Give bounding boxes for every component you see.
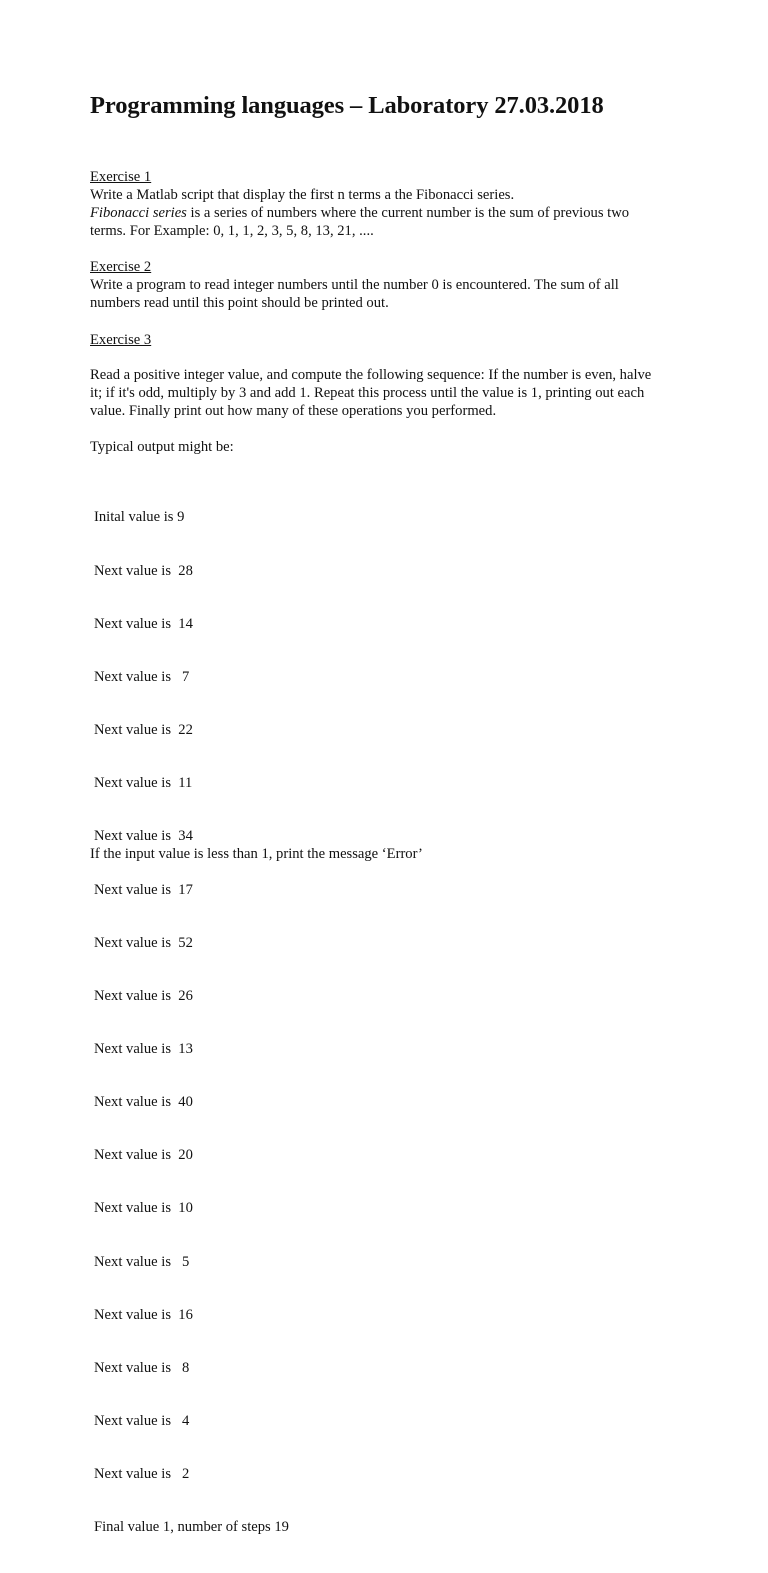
exercise-1-line-1: Write a Matlab script that display the first n terms a the Fibonacci series. xyxy=(90,187,515,203)
typical-output-label: Typical output might be: xyxy=(90,439,234,455)
exercise-3-line-2: it; if it's odd, multiply by 3 and add 1. Repeat this process until the value is 1, printing out each xyxy=(90,385,645,401)
exercise-2-line-2: numbers read until this point should be printed out. xyxy=(90,295,389,311)
output-line: Next value is 13 xyxy=(94,1041,193,1057)
fibonacci-term: Fibonacci series xyxy=(90,205,187,221)
output-line: Next value is 4 xyxy=(94,1413,190,1430)
output-line: Next value is 20 xyxy=(94,1147,193,1164)
exercise-3-section xyxy=(90,331,690,349)
error-instruction: If the input value is less than 1, print the message ‘Error’ xyxy=(90,845,423,862)
exercise-1-line-2 xyxy=(90,204,690,222)
output-line: Next value is 26 xyxy=(94,987,193,1004)
exercise-1-section xyxy=(90,168,690,240)
exercise-3-heading: Exercise 3 xyxy=(90,332,152,348)
exercise-3-body xyxy=(90,366,690,420)
exercise-2-heading: Exercise 2 xyxy=(90,259,152,275)
output-line: Next value is 16 xyxy=(94,1306,193,1323)
output-line: Next value is 10 xyxy=(94,1200,193,1217)
exercise-1-heading: Exercise 1 xyxy=(90,169,152,185)
typical-output-intro xyxy=(90,438,690,456)
exercise-2-section xyxy=(90,258,690,312)
output-line: Next value is 14 xyxy=(94,615,193,632)
output-line: Next value is 2 xyxy=(94,1466,190,1483)
output-line: Next value is 17 xyxy=(94,881,193,898)
exercise-3-line-3: value. Finally print out how many of these operations you performed. xyxy=(90,403,497,419)
exercise-2-line-1: Write a program to read integer numbers until the number 0 is encountered. The sum of all xyxy=(90,277,619,293)
sample-output xyxy=(94,474,289,1573)
exercise-1-line-2-rest: is a series of numbers where the current number is the sum of previous two xyxy=(186,205,630,221)
output-line: Next value is 11 xyxy=(94,775,193,792)
output-line: Next value is 22 xyxy=(94,722,193,739)
output-line: Inital value is 9 xyxy=(94,509,185,526)
output-line: Next value is 28 xyxy=(94,562,193,579)
output-line: Next value is 8 xyxy=(94,1359,190,1376)
page-title: Programming languages – Laboratory 27.03.2018 xyxy=(90,92,604,119)
output-line: Next value is 5 xyxy=(94,1253,190,1270)
exercise-3-line-1: Read a positive integer value, and compute the following sequence: If the number is even, halve xyxy=(90,367,652,383)
output-line: Final value 1, number of steps 19 xyxy=(94,1519,289,1536)
output-line: Next value is 7 xyxy=(94,668,190,685)
output-line: Next value is 40 xyxy=(94,1094,193,1111)
output-line: Next value is 34 xyxy=(94,828,193,845)
output-line: Next value is 52 xyxy=(94,934,193,951)
exercise-1-line-3: terms. For Example: 0, 1, 1, 2, 3, 5, 8, 13, 21, .... xyxy=(90,223,374,239)
